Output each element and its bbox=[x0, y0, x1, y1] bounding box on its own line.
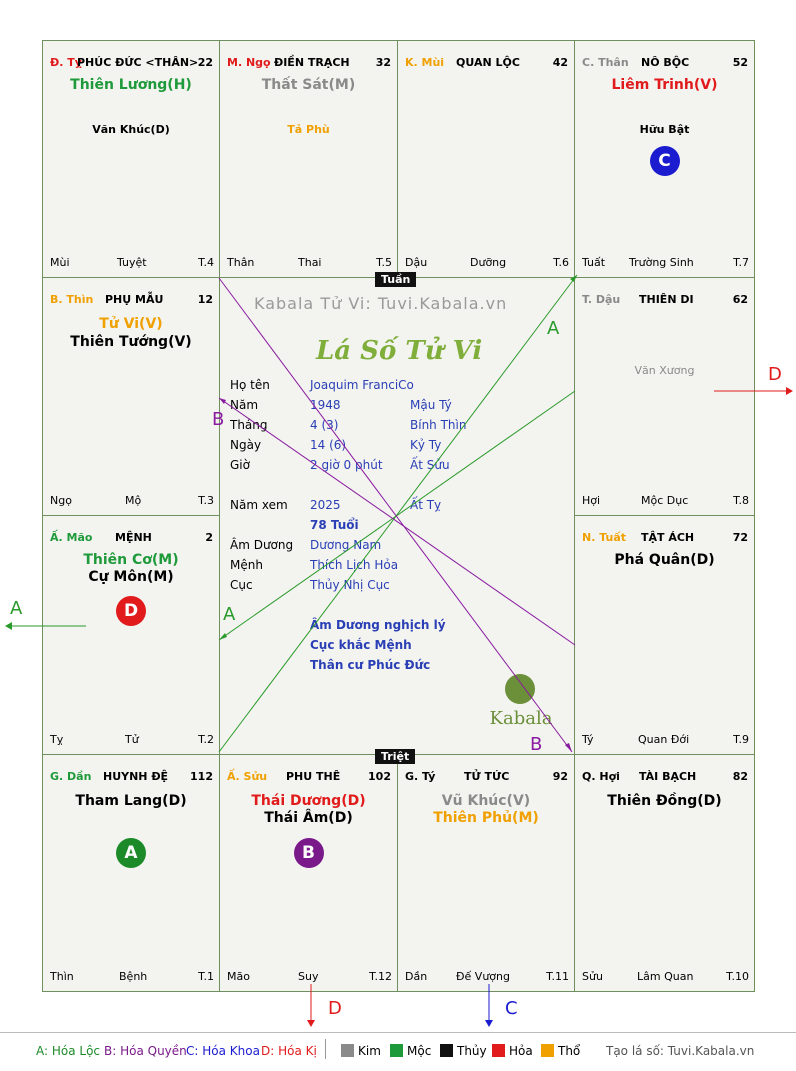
palace-name: PHÚC ĐỨC <THÂN> bbox=[77, 56, 199, 69]
stage-label: Thai bbox=[298, 256, 322, 269]
palace-number: 62 bbox=[732, 293, 748, 306]
label-b-bottom: B bbox=[530, 734, 543, 755]
value-nam: 1948 bbox=[310, 398, 341, 412]
branch-label: Thân bbox=[227, 256, 255, 269]
label-a-top: A bbox=[547, 318, 560, 339]
branch-label: Mão bbox=[227, 970, 250, 983]
palace-name: PHỤ MẪU bbox=[105, 293, 164, 306]
legend-tho-label: Thổ bbox=[558, 1044, 581, 1058]
kim-swatch bbox=[341, 1044, 354, 1057]
label-a-left: A bbox=[10, 598, 23, 619]
note-than-cu: Thân cư Phúc Đức bbox=[310, 658, 431, 672]
palace-can: N. Tuất bbox=[582, 531, 627, 544]
palace-number: 52 bbox=[732, 56, 748, 69]
cycle-label: T.4 bbox=[198, 256, 214, 269]
cycle-label: T.9 bbox=[733, 733, 749, 746]
palace-can: C. Thân bbox=[582, 56, 629, 69]
minor-star: Tả Phù bbox=[287, 123, 330, 136]
label-a-mid: A bbox=[223, 604, 236, 625]
value-nam-xem: 2025 bbox=[310, 498, 341, 512]
legend-moc-label: Mộc bbox=[407, 1044, 432, 1058]
legend-tho bbox=[541, 1044, 580, 1058]
value-thang-can-chi: Bính Thìn bbox=[410, 418, 467, 432]
value-gio: 2 giờ 0 phút bbox=[310, 458, 383, 472]
cycle-label: T.10 bbox=[726, 970, 749, 983]
legend-thuy bbox=[440, 1044, 487, 1058]
hoa-ki-badge: D bbox=[116, 596, 146, 626]
major-star: Tử Vi(V) bbox=[99, 316, 163, 332]
value-gio-can-chi: Ất Sửu bbox=[410, 458, 450, 472]
value-ho-ten: Joaquim FranciCo bbox=[310, 378, 414, 392]
palace-number: 42 bbox=[552, 56, 568, 69]
palace-number: 92 bbox=[552, 770, 568, 783]
palace-number: 22 bbox=[197, 56, 213, 69]
green-line-a bbox=[219, 275, 577, 752]
legend-bar bbox=[0, 1032, 796, 1071]
palace-name: MỆNH bbox=[115, 531, 152, 544]
palace-number: 12 bbox=[197, 293, 213, 306]
legend-hoa-ki: D: Hóa Kị bbox=[261, 1044, 317, 1058]
label-b-top: B bbox=[212, 409, 225, 430]
label-ho-ten: Họ tên bbox=[230, 378, 270, 392]
major-star: Thái Âm(D) bbox=[264, 810, 353, 826]
stage-label: Lâm Quan bbox=[637, 970, 694, 983]
branch-label: Dậu bbox=[405, 256, 428, 269]
legend-kim-label: Kim bbox=[358, 1044, 381, 1058]
arrow-head bbox=[485, 1020, 493, 1027]
legend-divider bbox=[325, 1039, 326, 1059]
major-star: Vũ Khúc(V) bbox=[441, 793, 531, 809]
arrow-head bbox=[219, 633, 227, 640]
triet-tag: Triệt bbox=[375, 749, 415, 764]
label-nam: Năm bbox=[230, 398, 259, 412]
value-ngay-can-chi: Kỷ Ty bbox=[410, 438, 442, 452]
branch-label: Tý bbox=[582, 733, 594, 746]
branch-label: Sửu bbox=[582, 970, 603, 983]
purple-line-b bbox=[219, 398, 575, 645]
cycle-label: T.5 bbox=[376, 256, 392, 269]
major-star: Cự Môn(M) bbox=[88, 569, 174, 585]
logo-text: Kabala bbox=[489, 708, 553, 729]
green-line-b bbox=[219, 391, 575, 640]
value-nam-can-chi: Mậu Tý bbox=[410, 398, 452, 412]
legend-thuy-label: Thủy bbox=[457, 1044, 487, 1058]
label-nam-xem: Năm xem bbox=[230, 498, 288, 512]
legend-moc bbox=[390, 1044, 431, 1058]
legend-hoa-quyen: B: Hóa Quyền bbox=[104, 1044, 187, 1058]
cycle-label: T.1 bbox=[198, 970, 214, 983]
arrow-head bbox=[786, 387, 793, 395]
value-ngay: 14 (6) bbox=[310, 438, 347, 452]
cycle-label: T.2 bbox=[198, 733, 214, 746]
palace-name: TẬT ÁCH bbox=[641, 531, 695, 544]
palace-name: THIÊN DI bbox=[639, 293, 694, 306]
stage-label: Trường Sinh bbox=[629, 256, 694, 269]
arrow-head bbox=[5, 622, 12, 630]
cycle-label: T.7 bbox=[733, 256, 749, 269]
palace-number: 32 bbox=[375, 56, 391, 69]
palace-can: T. Dậu bbox=[582, 293, 621, 306]
label-am-duong: Âm Dương bbox=[230, 538, 294, 552]
branch-label: Tỵ bbox=[50, 733, 64, 746]
label-c-bottom: C bbox=[505, 998, 518, 1019]
label-ngay: Ngày bbox=[230, 438, 262, 452]
stage-label: Mộ bbox=[125, 494, 142, 507]
palace-name: TÀI BẠCH bbox=[639, 770, 697, 783]
palace-number: 2 bbox=[205, 531, 213, 544]
stage-label: Bệnh bbox=[119, 970, 148, 983]
hoa-khoa-badge: C bbox=[650, 146, 680, 176]
palace-can: Đ. Tỵ bbox=[50, 56, 82, 69]
major-star: Phá Quân(D) bbox=[614, 552, 715, 568]
label-d-right: D bbox=[768, 364, 782, 385]
branch-label: Dần bbox=[405, 970, 428, 983]
major-star: Thất Sát(M) bbox=[261, 77, 356, 93]
legend-hoa-khoa: C: Hóa Khoa bbox=[186, 1044, 260, 1058]
major-star: Thiên Tướng(V) bbox=[70, 334, 192, 350]
palace-name: QUAN LỘC bbox=[456, 56, 520, 69]
major-star: Thiên Lương(H) bbox=[70, 77, 192, 93]
palace-can: B. Thìn bbox=[50, 293, 94, 306]
palace-name: NÔ BỘC bbox=[641, 56, 690, 69]
legend-hoa bbox=[492, 1044, 533, 1058]
legend-kim bbox=[341, 1044, 381, 1058]
value-menh: Thích Lịch Hỏa bbox=[310, 558, 399, 572]
chart-title: Lá Số Tử Vi bbox=[316, 336, 483, 366]
hoa-loc-badge: A bbox=[116, 838, 146, 868]
palace-can: Ấ. Sửu bbox=[227, 770, 268, 783]
palace-name: TỬ TỨC bbox=[464, 770, 510, 783]
major-star: Thiên Đồng(D) bbox=[607, 793, 722, 809]
palace-can: Q. Hợi bbox=[582, 770, 620, 783]
value-cuc: Thủy Nhị Cục bbox=[310, 578, 390, 592]
hoa-quyen-badge: B bbox=[294, 838, 324, 868]
arrow-head bbox=[570, 275, 577, 282]
watermark-text: Kabala Tử Vi: Tuvi.Kabala.vn bbox=[254, 294, 508, 313]
stage-label: Quan Đới bbox=[638, 733, 690, 746]
value-am-duong: Dương Nam bbox=[310, 538, 382, 552]
major-star: Thái Dương(D) bbox=[251, 793, 366, 809]
minor-star: Hữu Bật bbox=[639, 123, 690, 136]
palace-name: HUYNH ĐỆ bbox=[103, 770, 169, 783]
branch-label: Mùi bbox=[50, 256, 70, 269]
arrow-head bbox=[307, 1020, 315, 1027]
major-star: Tham Lang(D) bbox=[75, 793, 187, 809]
major-star: Thiên Cơ(M) bbox=[83, 552, 179, 568]
label-cuc: Cục bbox=[230, 578, 253, 592]
legend-site: Tạo lá số: Tuvi.Kabala.vn bbox=[606, 1044, 755, 1058]
branch-label: Thìn bbox=[50, 970, 74, 983]
branch-label: Ngọ bbox=[50, 494, 72, 507]
tuan-tag: Tuần bbox=[375, 272, 416, 287]
value-thang: 4 (3) bbox=[310, 418, 339, 432]
value-tuoi: 78 Tuổi bbox=[310, 518, 359, 532]
palace-can: M. Ngọ bbox=[227, 56, 271, 69]
stage-label: Mộc Dục bbox=[641, 494, 689, 507]
cycle-label: T.6 bbox=[553, 256, 569, 269]
stage-label: Tuyệt bbox=[117, 256, 147, 269]
palace-can: G. Dần bbox=[50, 770, 92, 783]
palace-can: Ấ. Mão bbox=[50, 531, 93, 544]
major-star: Thiên Phủ(M) bbox=[433, 810, 539, 826]
palace-name: PHU THÊ bbox=[286, 770, 341, 783]
palace-name: ĐIỀN TRẠCH bbox=[274, 56, 350, 69]
arrow-head bbox=[219, 398, 226, 404]
branch-label: Tuất bbox=[582, 256, 606, 269]
stage-label: Dưỡng bbox=[470, 256, 507, 269]
legend-hoa-label: Hỏa bbox=[509, 1044, 533, 1058]
major-star: Liêm Trinh(V) bbox=[611, 77, 718, 93]
hoa-swatch bbox=[492, 1044, 505, 1057]
note-cuc-menh: Cục khắc Mệnh bbox=[310, 638, 412, 652]
stage-label: Suy bbox=[298, 970, 319, 983]
label-gio: Giờ bbox=[230, 458, 250, 472]
thuy-swatch bbox=[440, 1044, 453, 1057]
moc-swatch bbox=[390, 1044, 403, 1057]
label-menh: Mệnh bbox=[230, 558, 263, 572]
label-d-bottom: D bbox=[328, 998, 342, 1019]
palace-can: K. Mùi bbox=[405, 56, 445, 69]
cycle-label: T.11 bbox=[546, 970, 569, 983]
palace-can: G. Tý bbox=[405, 770, 436, 783]
branch-label: Hợi bbox=[582, 494, 601, 507]
note-am-duong: Âm Dương nghịch lý bbox=[310, 618, 446, 632]
legend-hoa-loc: A: Hóa Lộc bbox=[36, 1044, 101, 1058]
stage-label: Tử bbox=[125, 733, 139, 746]
palace-number: 102 bbox=[368, 770, 391, 783]
value-nam-xem-can-chi: Ất Tỵ bbox=[410, 498, 442, 512]
label-thang: Tháng bbox=[230, 418, 268, 432]
minor-star: Văn Xương bbox=[634, 364, 695, 377]
cycle-label: T.8 bbox=[733, 494, 749, 507]
palace-number: 82 bbox=[732, 770, 748, 783]
palace-number: 72 bbox=[732, 531, 748, 544]
palace-number: 112 bbox=[190, 770, 213, 783]
cycle-label: T.3 bbox=[198, 494, 214, 507]
cycle-label: T.12 bbox=[369, 970, 392, 983]
minor-star: Văn Khúc(D) bbox=[92, 123, 170, 136]
tho-swatch bbox=[541, 1044, 554, 1057]
stage-label: Đế Vượng bbox=[456, 970, 510, 983]
